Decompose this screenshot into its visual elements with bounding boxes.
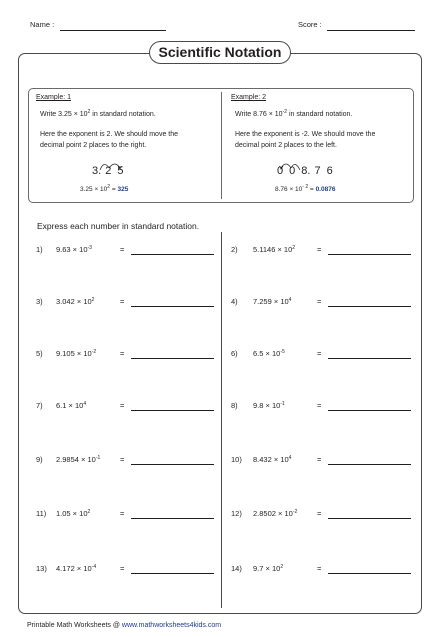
example-divider (221, 92, 222, 199)
name-label: Name : (30, 20, 55, 29)
example1-formula: $3.25 \times 10^2 = 325$ (80, 184, 129, 193)
equals-sign: = (317, 349, 322, 358)
answer-line[interactable] (328, 254, 411, 255)
question-expression: $9.63 \times 10^{-3}$ (56, 245, 92, 254)
answer-line[interactable] (328, 358, 411, 359)
answer-line[interactable] (131, 254, 214, 255)
question-number: 6) (231, 349, 238, 358)
equals-sign: = (120, 401, 125, 410)
digit: 3 (92, 165, 99, 177)
name-field[interactable] (60, 30, 166, 31)
equals-sign: = (317, 564, 322, 573)
question-expression: $2.8502 \times 10^{-2}$ (253, 509, 298, 518)
answer-line[interactable] (328, 306, 411, 307)
equals-sign: = (317, 401, 322, 410)
instruction-text: Express each number in standard notation. (37, 221, 200, 231)
question-expression: $5.1146 \times 10^2$ (253, 245, 296, 254)
digit: 8 (301, 165, 308, 177)
question-expression: $9.105 \times 10^{-2}$ (56, 349, 97, 358)
question-expression: $9.7 \times 10^2$ (253, 564, 284, 573)
equals-sign: = (120, 455, 125, 464)
example1-label: Example: 1 (36, 94, 72, 101)
decimal-point: . (98, 165, 102, 177)
digit: 5 (117, 165, 124, 177)
question-expression: $4.172 \times 10^{-4}$ (56, 564, 97, 573)
question-number: 1) (36, 245, 43, 254)
answer-line[interactable] (131, 410, 214, 411)
question-expression: $6.1 \times 10^4$ (56, 401, 87, 410)
question-number: 2) (231, 245, 238, 254)
example2-label: Example: 2 (231, 94, 267, 101)
question-expression: $6.5 \times 10^{-5}$ (253, 349, 285, 358)
answer-line[interactable] (131, 358, 214, 359)
example2-explain-1: Here the exponent is -2. We should move the (235, 131, 376, 138)
equals-sign: = (317, 509, 322, 518)
footer-prefix: Printable Math Worksheets @ (27, 622, 122, 629)
equals-sign: = (317, 245, 322, 254)
question-number: 8) (231, 401, 238, 410)
answer-line[interactable] (328, 518, 411, 519)
equals-sign: = (317, 297, 322, 306)
example1-hop-arrows-icon (96, 160, 136, 172)
score-label: Score : (298, 20, 322, 29)
example2-formula: $8.76 \times 10^{- 2} = 0.0876$ (275, 184, 336, 193)
footer-link[interactable]: www.mathworksheets4kids.com (121, 622, 222, 629)
digit: 7 (314, 165, 321, 177)
question-number: 5) (36, 349, 43, 358)
question-number: 14) (231, 564, 242, 573)
digit: 6 (326, 165, 333, 177)
equals-sign: = (120, 564, 125, 573)
question-number: 11) (36, 509, 47, 518)
question-number: 3) (36, 297, 43, 306)
equals-sign: = (120, 297, 125, 306)
example2-prompt: Write $8.76 \times 10^{-2}$ in standard notation. (235, 109, 353, 118)
digit: 0 (277, 165, 284, 177)
equals-sign: = (120, 509, 125, 518)
example2-hop-arrows-icon (276, 160, 316, 172)
question-expression: $8.432 \times 10^4$ (253, 455, 292, 464)
column-divider (221, 232, 222, 608)
question-expression: $2.9854 \times 10^{-1}$ (56, 455, 101, 464)
question-number: 7) (36, 401, 43, 410)
digit: 2 (105, 165, 112, 177)
answer-line[interactable] (131, 306, 214, 307)
score-field[interactable] (327, 30, 415, 31)
page-title: Scientific Notation (149, 41, 291, 64)
example1-explain-2: decimal point 2 places to the right. (40, 142, 147, 149)
question-number: 10) (231, 455, 242, 464)
answer-line[interactable] (328, 464, 411, 465)
question-number: 13) (36, 564, 47, 573)
equals-sign: = (120, 349, 125, 358)
equals-sign: = (120, 245, 125, 254)
answer-line[interactable] (131, 464, 214, 465)
question-expression: $9.8 \times 10^{-1}$ (253, 401, 285, 410)
answer-line[interactable] (328, 573, 411, 574)
example1-prompt: Write $3.25 \times 10^2$ in standard notation. (40, 109, 156, 118)
digit: 0 (289, 165, 296, 177)
question-expression: $1.05 \times 10^2$ (56, 509, 91, 518)
answer-line[interactable] (131, 573, 214, 574)
footer (27, 622, 221, 629)
decimal-point: . (307, 165, 311, 177)
example1-answer: 325 (117, 186, 129, 193)
example1-explain-1: Here the exponent is 2. We should move the (40, 131, 179, 138)
question-number: 4) (231, 297, 238, 306)
question-number: 9) (36, 455, 43, 464)
question-expression: $3.042 \times 10^2$ (56, 297, 95, 306)
question-number: 12) (231, 509, 242, 518)
answer-line[interactable] (328, 410, 411, 411)
example2-answer: 0.0876 (315, 186, 336, 193)
example2-explain-2: decimal point 2 places to the left. (235, 142, 337, 149)
answer-line[interactable] (131, 518, 214, 519)
question-expression: $7.259 \times 10^4$ (253, 297, 292, 306)
equals-sign: = (317, 455, 322, 464)
